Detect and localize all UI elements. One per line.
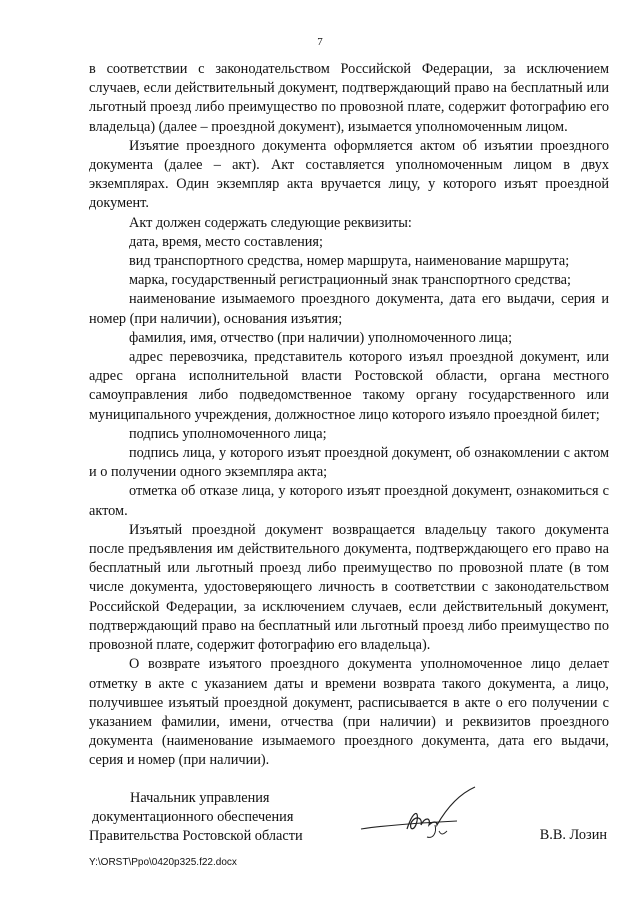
requisite-item: марка, государственный регистрационный знак транспортного средства;: [129, 272, 571, 289]
file-path-footer: Y:\ORST\Ppo\0420p325.f22.docx: [89, 857, 237, 868]
handwritten-signature: [357, 781, 487, 851]
page-number: 7: [317, 36, 323, 48]
paragraph-document-return: Изъятый проездной документ возвращается владельцу такого документа после предъявления им действительного документа, подтверждающего его право на бесплатный или льготный проезд либо преимущество по провозной плате (в том числе документа, удостоверяющего личность в соответствии с законодательством Российской Федерации, за исключением случаев, если действительный документ, подтверждающий право на бесплатный или льготный проезд либо преимущество по провозной плате, содержит фотографию его владельца).: [89, 521, 609, 654]
paragraph-return-record: О возврате изъятого проездного документа уполномоченное лицо делает отметку в акте с указанием даты и времени возврата такого документа, а лицо, получившее изъятый проездной документ, расписывается в акте о его получении с указанием фамилии, имени, отчества (при наличии) и реквизитов проездного документа (наименование изымаемого проездного документа, дата его выдачи, серия и номер (при наличии).: [89, 656, 609, 769]
requisite-item: подпись уполномоченного лица;: [129, 425, 327, 442]
requisite-item: наименование изымаемого проездного документа, дата его выдачи, серия и номер (при наличии), основания изъятия;: [89, 291, 609, 327]
requisite-item: фамилия, имя, отчество (при наличии) уполномоченного лица;: [129, 329, 513, 346]
signatory-title-line: Правительства Ростовской области: [89, 828, 303, 845]
signatory-title: [89, 789, 303, 847]
requisite-item: дата, время, место составления;: [129, 233, 323, 250]
document-body: [89, 60, 609, 771]
requisite-item: вид транспортного средства, номер маршрута, наименование маршрута;: [129, 253, 570, 270]
signatory-title-line: Начальник управления: [130, 790, 270, 806]
paragraph-requisites-intro: Акт должен содержать следующие реквизиты:: [129, 214, 412, 231]
signatory-name: В.В. Лозин: [539, 827, 607, 843]
signature-block: [89, 789, 609, 849]
signatory-title-line: документационного обеспечения: [92, 809, 294, 826]
requisite-item: отметка об отказе лица, у которого изъят проездной документ, ознакомиться с актом.: [89, 483, 609, 519]
requisite-item: адрес перевозчика, представитель которого изъял проездной документ, или адрес органа исполнительной власти Ростовской области, органа местного самоуправления либо подведомственное такому органу государственного или муниципального учреждения, должностное лицо которого изъяло проездной билет;: [89, 349, 609, 423]
paragraph-continuation: в соответствии с законодательством Российской Федерации, за исключением случаев, если действительный документ, подтверждающий право на бесплатный или льготный проезд либо преимущество по провозной плате, содержит фотографию его владельца) (далее – проездной документ), изымается уполномоченным лицом.: [89, 61, 609, 135]
paragraph-act-issuance: Изъятие проездного документа оформляется актом об изъятии проездного документа (далее – акт). Акт составляется уполномоченным лицом в двух экземплярах. Один экземпляр акта вручается лицу, у которого изъят проездной документ.: [89, 137, 609, 212]
requisite-item: подпись лица, у которого изъят проездной документ, об ознакомлении с актом и о получении одного экземпляра акта;: [89, 445, 609, 481]
